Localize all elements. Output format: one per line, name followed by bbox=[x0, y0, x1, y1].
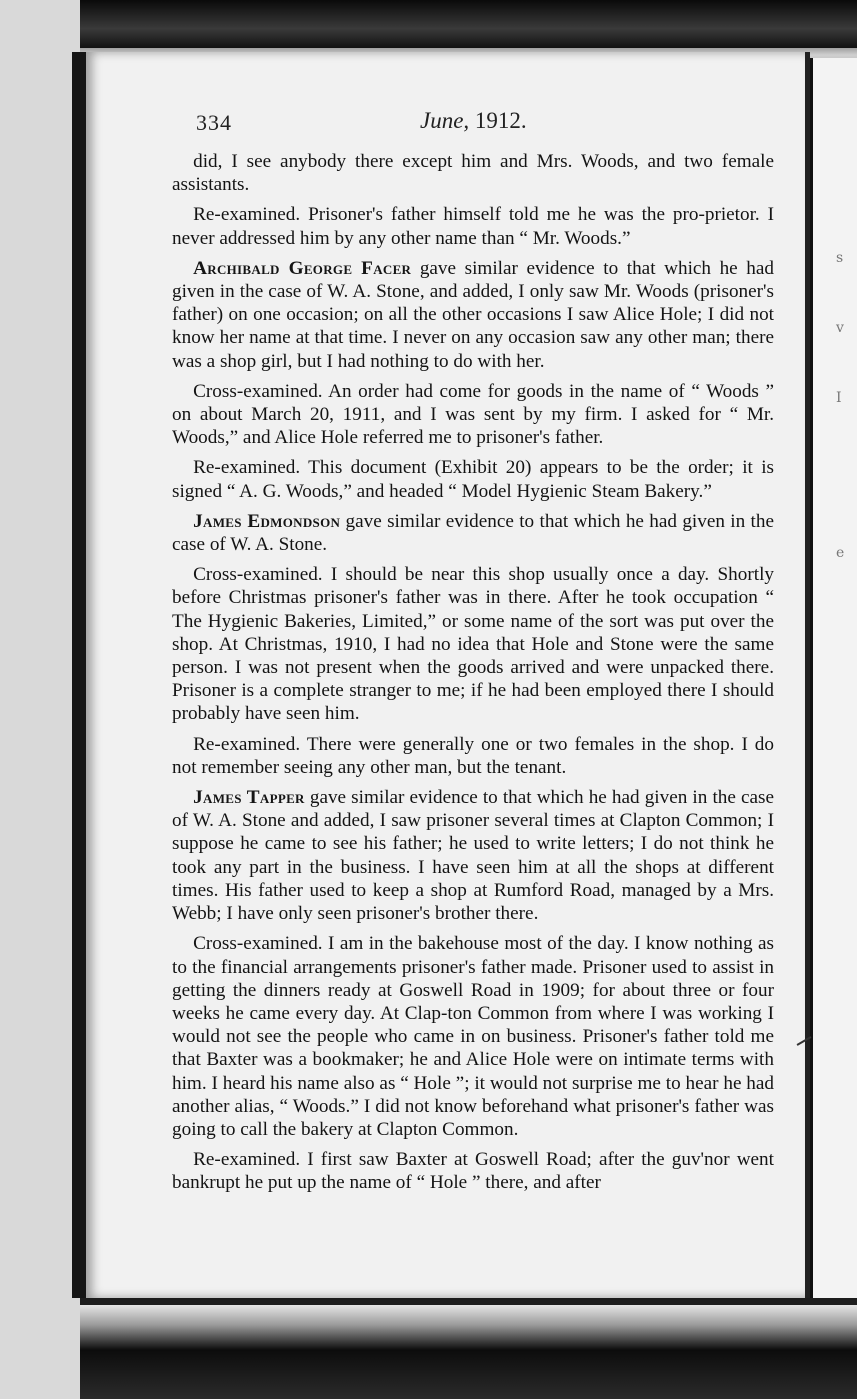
text-line: Prisoner used to assist in getting the dinners ready at Goswell Road bbox=[172, 956, 774, 1001]
text-line: Re-examined. This document (Exhibit 20) appears to be the order; bbox=[193, 457, 743, 479]
text-line: Woods.” bbox=[564, 227, 631, 249]
paragraph bbox=[172, 257, 774, 373]
witness-name: James Edmondson bbox=[193, 510, 341, 532]
text-line: gave similar evidence to that which he had given bbox=[340, 510, 731, 532]
text-line: occupation “ The Hygienic Bakeries, Limited,” or some name of the bbox=[172, 587, 774, 632]
paragraph bbox=[172, 1148, 774, 1194]
text-line: Cross-examined. An order had come for goods in the name of bbox=[193, 380, 692, 402]
paragraph bbox=[172, 510, 774, 556]
paragraph bbox=[172, 733, 774, 779]
adjacent-page-edge bbox=[810, 58, 857, 1298]
text-line: given in the case of W. A. Stone, and added, I only saw Mr. Woods bbox=[172, 281, 694, 303]
paragraph bbox=[172, 150, 774, 196]
text-line: in the case of W. A. Stone and added, I saw prisoner several times bbox=[172, 787, 774, 832]
text-line: sort was put over the shop. At Christmas, 1910, I had no idea that bbox=[172, 610, 774, 655]
book-top-edge bbox=[80, 0, 857, 48]
text-line: Cross-examined. I am in the bakehouse most of the day. I know bbox=[193, 933, 694, 955]
text-line: heard his name also as “ Hole ”; it would not surprise me to hear he bbox=[222, 1072, 747, 1094]
paragraph bbox=[172, 203, 774, 249]
paragraph bbox=[172, 563, 774, 725]
paragraph bbox=[172, 456, 774, 502]
text-line: Shortly before Christmas prisoner's father was in there. After he took bbox=[172, 564, 774, 609]
text-line: Cross-examined. I should be near this shop usually once a day. bbox=[193, 564, 718, 586]
adjacent-page-mark: e bbox=[836, 545, 845, 561]
text-line: assistants. bbox=[172, 174, 250, 196]
text-line: stranger to me; if he had been employed there I should probably have bbox=[172, 680, 774, 725]
text-line: Re-examined. I first saw Baxter at Goswell Road; after the bbox=[193, 1149, 672, 1171]
text-line: at Clapton Common; I suppose he came to see his father; he used to bbox=[172, 810, 774, 855]
witness-name: James Tapper bbox=[193, 787, 305, 809]
paragraph bbox=[172, 786, 774, 925]
date-year: 1912. bbox=[474, 108, 527, 133]
text-line: Re-examined. Prisoner's father himself told me he was the pro- bbox=[193, 204, 705, 226]
text-line: father was going to call the bakery at Clapton Common. bbox=[172, 1095, 774, 1140]
text-line: I do not remember seeing any other man, but the tenant. bbox=[172, 733, 774, 778]
text-line: Bakery.” bbox=[644, 480, 712, 502]
text-line: father. bbox=[554, 427, 604, 449]
text-line: Alice Hole; I did not know her name at that time. I never on any bbox=[172, 304, 774, 349]
text-line: came in on business. Prisoner's father told me that Baxter was a bbox=[172, 1026, 774, 1071]
date-month: June, bbox=[420, 108, 470, 133]
scan-left-margin bbox=[0, 0, 80, 1399]
adjacent-page-mark: v bbox=[836, 320, 844, 336]
text-line: bookmaker; he and Alice Hole were on intimate terms with him. I bbox=[172, 1049, 774, 1094]
running-head bbox=[110, 108, 750, 136]
text-line: seen him at all the shops at different times. His father used to keep bbox=[172, 856, 774, 901]
text-line: seen him. bbox=[286, 703, 360, 725]
page-number: 334 bbox=[196, 110, 232, 135]
text-line: guv'nor went bankrupt he put up the name of “ Hole ” there, and after bbox=[172, 1149, 774, 1194]
text-line: nothing as to the financial arrangements prisoner's father made. bbox=[172, 933, 774, 978]
text-line: to do with her. bbox=[433, 350, 545, 372]
text-line: in 1909; for about three or four weeks he came every day. At Clap- bbox=[172, 979, 774, 1024]
text-line: occasion saw any other man; there was a shop girl, but I had nothing bbox=[172, 327, 774, 372]
witness-name: Archibald George Facer bbox=[193, 257, 412, 279]
text-line: write letters; I do not think he took any part in the business. I have bbox=[172, 833, 774, 878]
text-line: “ Woods ” on about March 20, 1911, and I was sent by my firm. I bbox=[172, 380, 774, 426]
text-line: had another alias, “ Woods.” I did not know beforehand what prisoner's bbox=[172, 1072, 774, 1117]
text-line: in the case of W. A. Stone. bbox=[172, 510, 775, 556]
text-line: a shop at Rumford Road, managed by a Mrs. Webb; I have only seen bbox=[172, 879, 774, 925]
text-line: prietor. I never addressed him by any other name than “ Mr. bbox=[172, 204, 774, 249]
body-text bbox=[172, 150, 774, 1202]
text-line: gave similar evidence to that which he had bbox=[411, 257, 774, 279]
paragraph bbox=[172, 932, 774, 1141]
text-line: it is signed “ A. G. Woods,” and headed “ Model Hygienic Steam bbox=[172, 457, 775, 502]
text-line: ton Common from where I was working I would not see the people who bbox=[172, 1002, 774, 1048]
adjacent-page-mark: I bbox=[836, 390, 842, 406]
text-line: (prisoner's father) on one occasion; on all the other occasions I saw bbox=[172, 281, 774, 326]
page-date bbox=[420, 108, 527, 134]
book-bottom-edge bbox=[80, 1305, 857, 1399]
paragraph bbox=[172, 380, 774, 450]
text-line: goods arrived and were unpacked there. Prisoner is a complete bbox=[172, 657, 774, 702]
text-line: prisoner's brother there. bbox=[356, 903, 539, 925]
text-line: Re-examined. There were generally one or two females in the shop. bbox=[193, 733, 742, 755]
adjacent-page-mark: s bbox=[836, 250, 844, 266]
text-line: Hole and Stone were the same person. I was not present when the bbox=[172, 633, 774, 679]
text-line: did, I see anybody there except him and Mrs. Woods, and two female bbox=[193, 151, 774, 172]
text-line: asked for “ Mr. Woods,” and Alice Hole referred me to prisoner's bbox=[172, 404, 775, 449]
text-line: gave similar evidence to that which he had given bbox=[304, 787, 693, 809]
